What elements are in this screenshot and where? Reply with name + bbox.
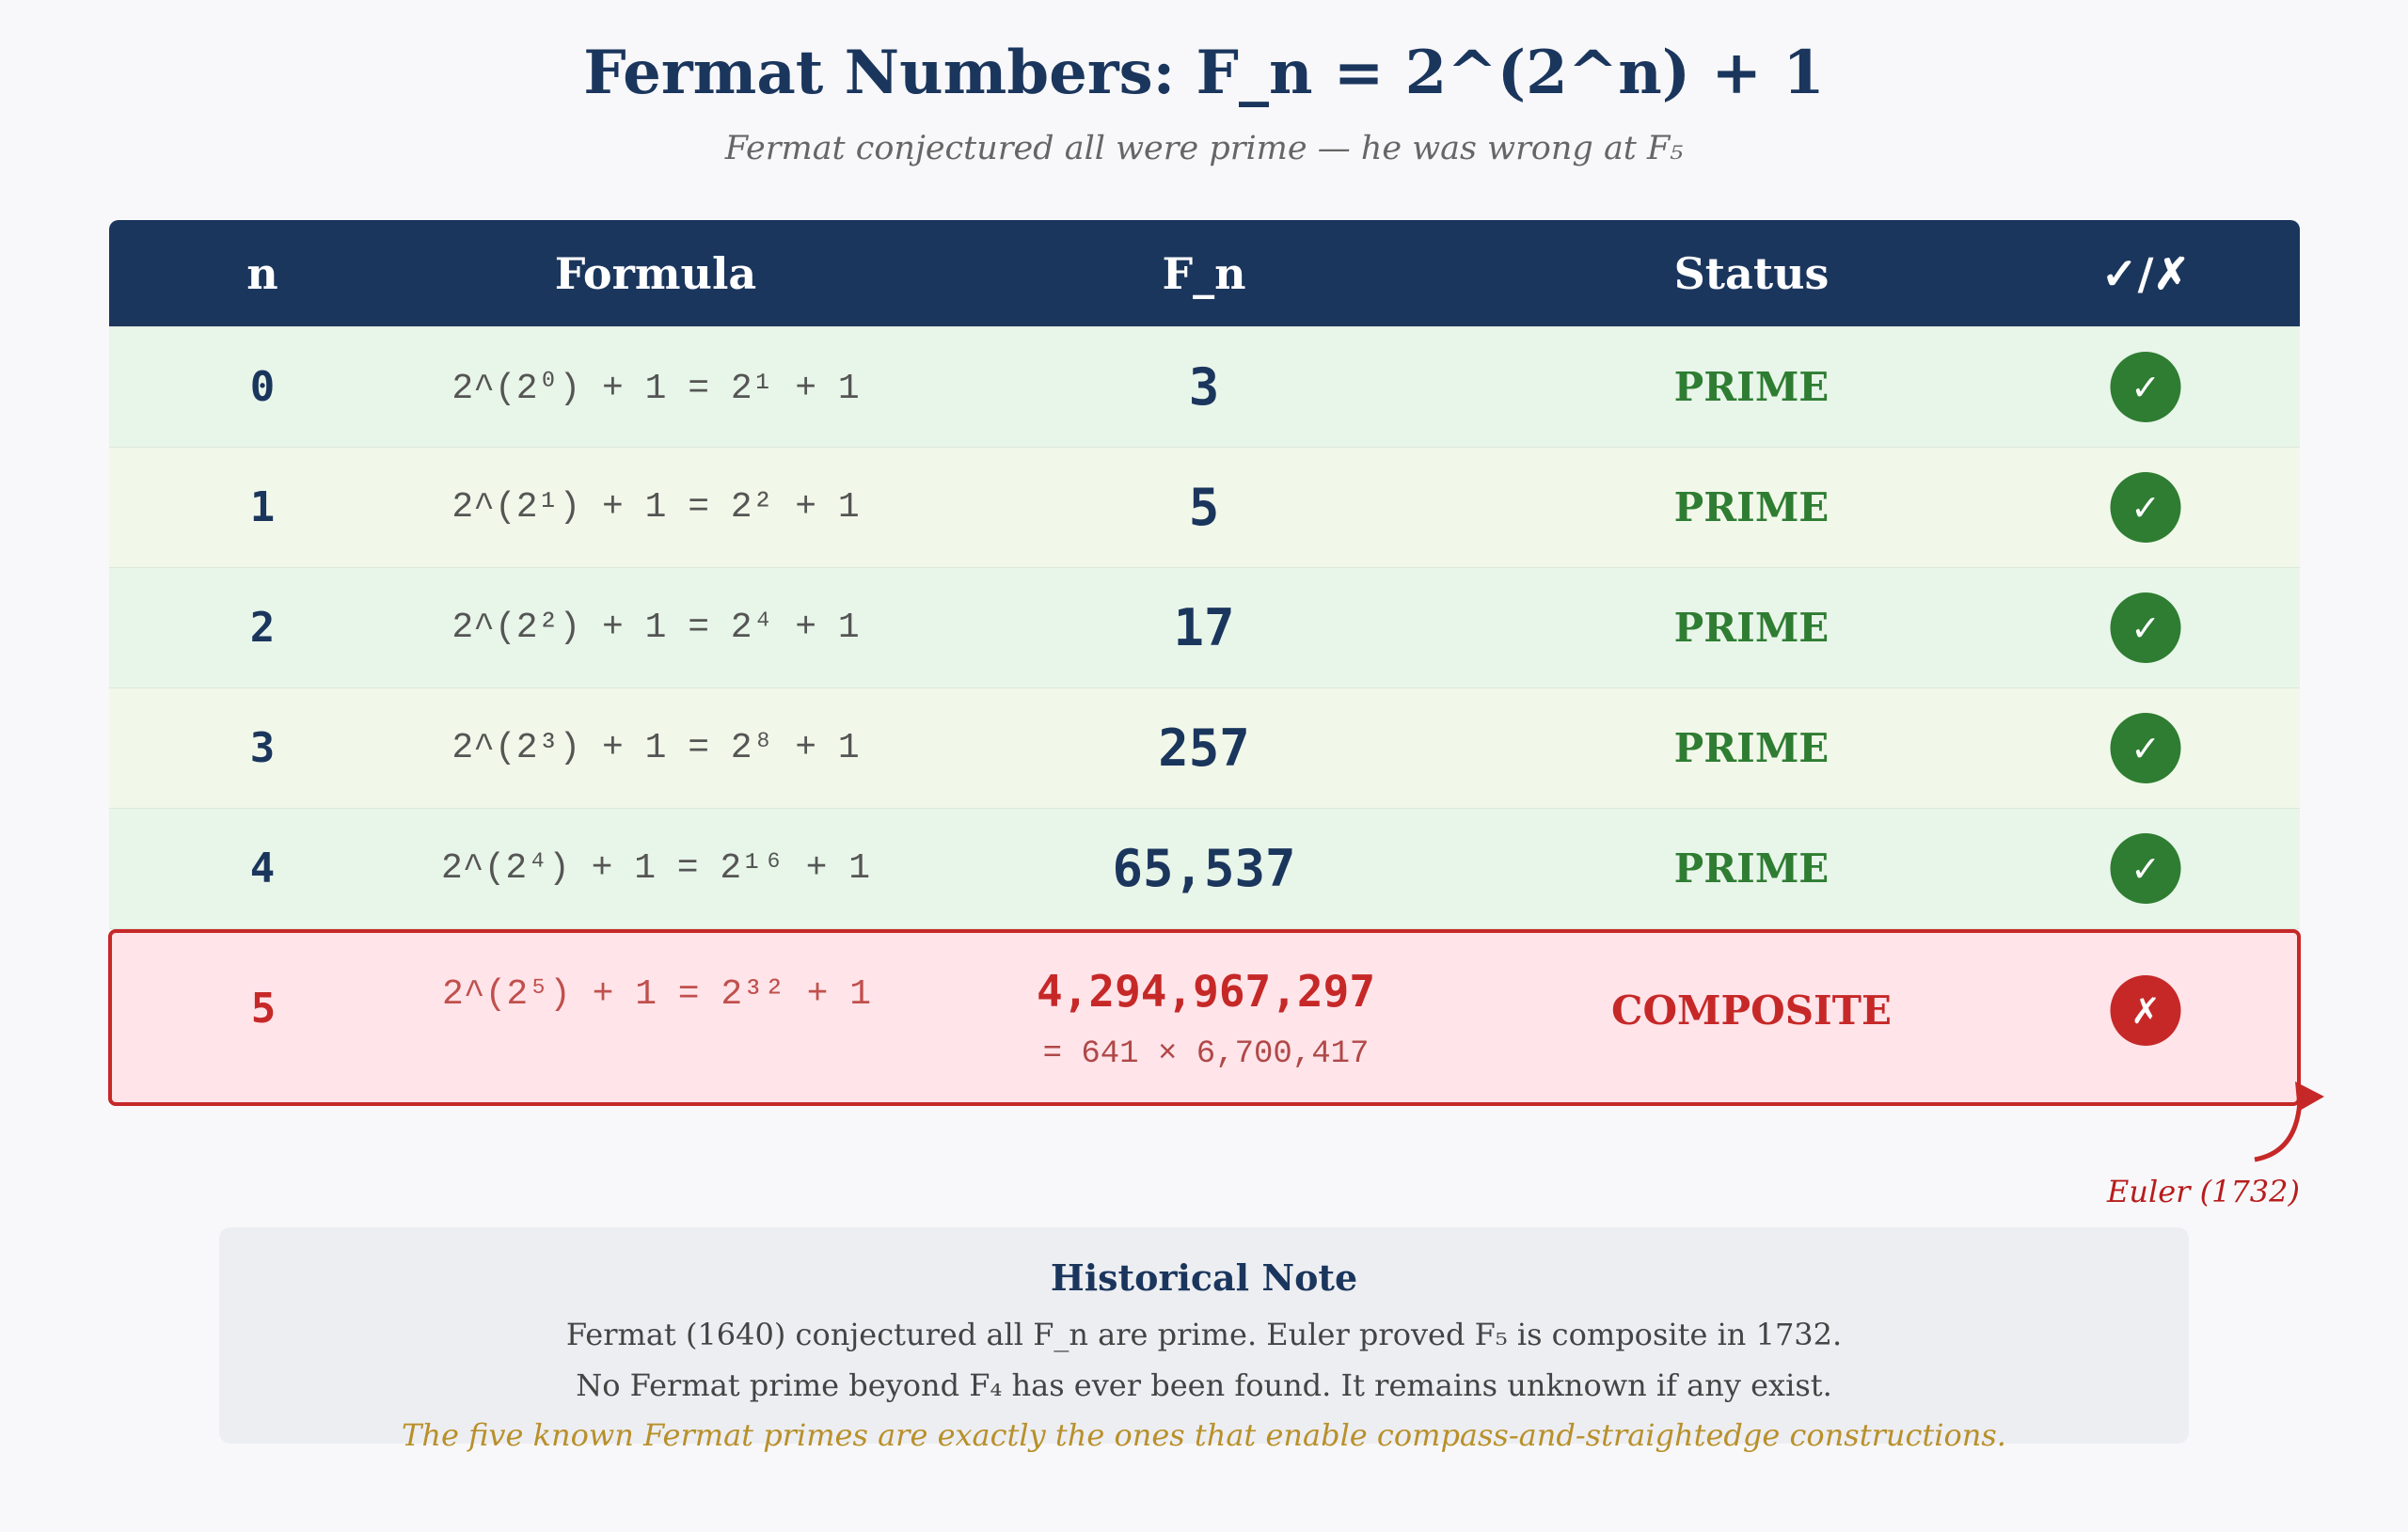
row-status: PRIME <box>1673 845 1830 892</box>
row-value: 17 <box>1173 598 1235 657</box>
table-row <box>109 568 2300 688</box>
factorization: = 641 × 6,700,417 <box>1042 1036 1370 1072</box>
header-mark: ✓/✗ <box>2101 247 2190 299</box>
row-n: 0 <box>249 363 276 411</box>
page-subtitle: Fermat conjectured all were prime — he was wrong at F₅ <box>724 130 1684 167</box>
row-n: 4 <box>249 845 276 892</box>
composite-row <box>108 929 2301 1106</box>
row-formula: 2^(2³) + 1 = 2⁸ + 1 <box>452 728 860 768</box>
table-row <box>109 688 2300 809</box>
header-status: Status <box>1673 247 1830 299</box>
check-icon: ✓ <box>2111 713 2181 783</box>
check-badge <box>2111 688 2181 808</box>
check-badge <box>2111 448 2181 567</box>
row-value: 5 <box>1188 478 1220 537</box>
note-line-1: Fermat (1640) conjectured all F_n are prime. Euler proved F₅ is composite in 1732. <box>565 1317 1843 1352</box>
table-row <box>109 327 2300 448</box>
euler-arrow-icon <box>2239 1063 2352 1166</box>
check-icon: ✓ <box>2111 592 2181 663</box>
cross-badge <box>2111 975 2181 1046</box>
row-value: 65,537 <box>1112 839 1296 898</box>
row-status: PRIME <box>1673 725 1830 771</box>
fermat-table <box>109 220 2300 929</box>
table-header <box>109 220 2300 327</box>
euler-annotation: Euler (1732) <box>2106 1174 2300 1209</box>
row-status: PRIME <box>1673 364 1830 410</box>
row-formula: 2^(2⁴) + 1 = 2¹⁶ + 1 <box>440 848 871 889</box>
row-formula: 2^(2⁰) + 1 = 2¹ + 1 <box>452 369 860 409</box>
note-line-2: No Fermat prime beyond F₄ has ever been found. It remains unknown if any exist. <box>576 1367 1832 1403</box>
note-line-3: The five known Fermat primes are exactly the ones that enable compass-and-straightedge constructions. <box>402 1417 2006 1453</box>
header-fn: F_n <box>1162 247 1246 299</box>
check-icon: ✓ <box>2111 352 2181 422</box>
row-status: PRIME <box>1673 484 1830 530</box>
row-formula: 2^(2¹) + 1 = 2² + 1 <box>452 487 860 528</box>
table-row <box>109 448 2300 568</box>
check-badge <box>2111 327 2181 447</box>
row-n: 1 <box>249 483 276 531</box>
check-badge <box>2111 809 2181 928</box>
row-status: COMPOSITE <box>1611 987 1892 1034</box>
page-title: Fermat Numbers: F_n = 2^(2^n) + 1 <box>583 38 1825 108</box>
header-formula: Formula <box>554 247 757 299</box>
row-value: 4,294,967,297 <box>1036 966 1376 1017</box>
check-icon: ✓ <box>2111 472 2181 543</box>
row-value: 3 <box>1188 357 1220 417</box>
note-heading: Historical Note <box>1050 1256 1358 1299</box>
row-n: 3 <box>249 724 276 772</box>
row-status: PRIME <box>1673 605 1830 651</box>
row-n: 5 <box>250 984 277 1033</box>
row-formula: 2^(2²) + 1 = 2⁴ + 1 <box>452 608 860 648</box>
row-formula: 2^(2⁵) + 1 = 2³² + 1 <box>441 973 872 1015</box>
row-n: 2 <box>249 604 276 652</box>
row-value: 257 <box>1158 719 1250 778</box>
cross-icon: ✗ <box>2111 975 2181 1046</box>
header-n: n <box>246 247 278 299</box>
check-badge <box>2111 568 2181 687</box>
check-icon: ✓ <box>2111 833 2181 904</box>
table-row <box>109 809 2300 929</box>
